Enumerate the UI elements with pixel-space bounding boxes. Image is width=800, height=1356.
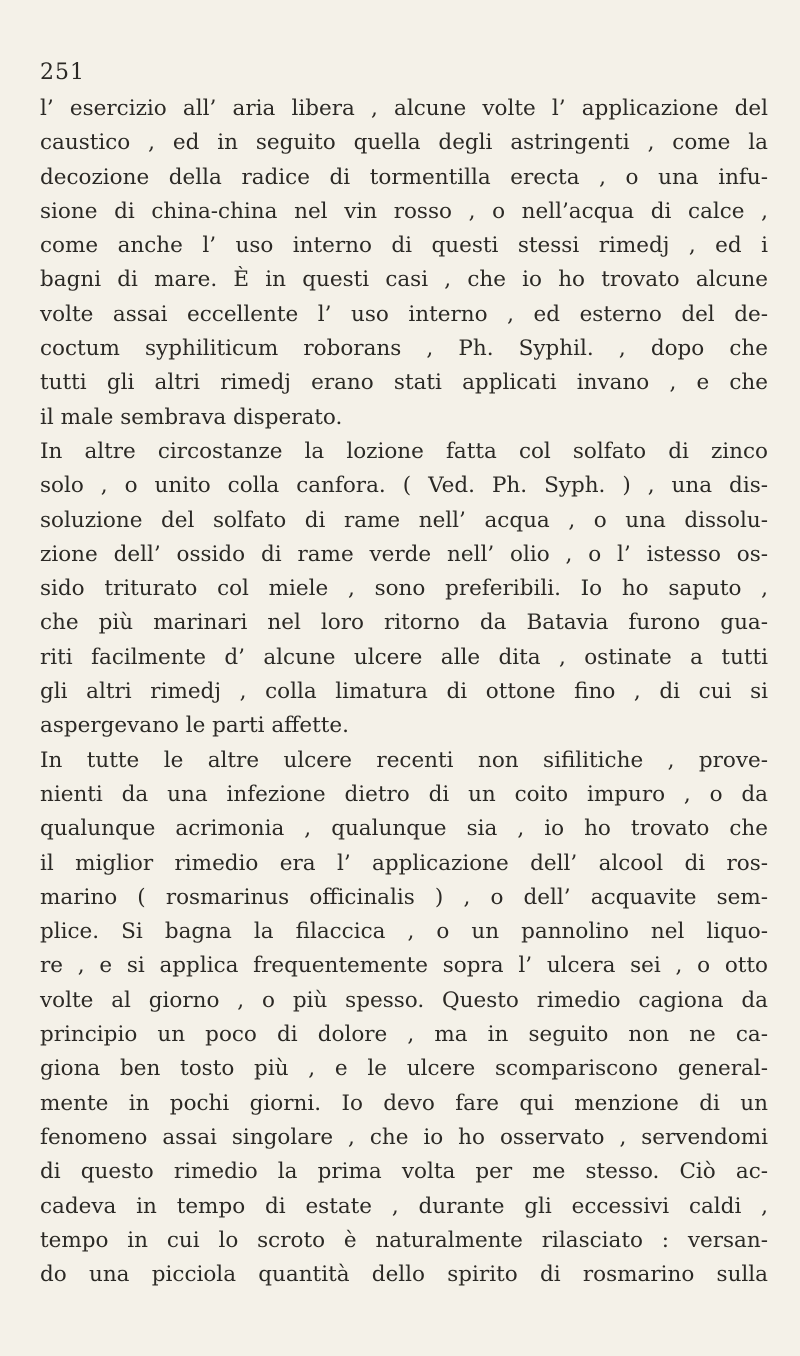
text-line: do una picciola quantità dello spirito di rosmarino sulla [40, 1262, 768, 1288]
text-line: qualunque acrimonia , qualunque sia , io ho trovato che [40, 816, 768, 842]
text-line: mente in pochi giorni. Io devo fare qui menzione di un [40, 1090, 768, 1116]
text-line: l’ esercizio all’ aria libera , alcune volte l’ applicazione del [40, 96, 768, 121]
text-line: bagni di mare. È in questi casi , che io ho trovato alcune [40, 267, 768, 293]
text-line: plice. Si bagna la filaccica , o un pannolino nel liquo- [40, 919, 768, 945]
text-line: aspergevano le parti affette. [40, 713, 349, 739]
text-line: In tutte le altre ulcere recenti non sifilitiche , prove- [40, 747, 768, 773]
text-line: nienti da una infezione dietro di un coito impuro , o da [40, 781, 768, 807]
text-line: solo , o unito colla canfora. ( Ved. Ph. Syph. ) , una dis- [40, 473, 768, 499]
text-line: come anche l’ uso interno di questi stessi rimedj , ed i [40, 233, 768, 259]
body-text [40, 92, 768, 1292]
text-line: soluzione del solfato di rame nell’ acqua , o una dissolu- [40, 507, 768, 533]
text-line: tutti gli altri rimedj erano stati applicati invano , e che [40, 370, 768, 396]
text-line: sido triturato col miele , sono preferibili. Io ho saputo , [40, 576, 768, 602]
text-line: cadeva in tempo di estate , durante gli eccessivi caldi , [40, 1193, 768, 1219]
text-line: fenomeno assai singolare , che io ho osservato , servendomi [40, 1124, 768, 1150]
page-number: 251 [40, 60, 85, 85]
text-line: volte assai eccellente l’ uso interno , ed esterno del de- [40, 301, 768, 327]
text-line: caustico , ed in seguito quella degli astringenti , come la [40, 130, 768, 156]
text-line: tempo in cui lo scroto è naturalmente rilasciato : versan- [40, 1227, 768, 1253]
text-line: zione dell’ ossido di rame verde nell’ olio , o l’ istesso os- [40, 541, 768, 567]
text-line: gli altri rimedj , colla limatura di ottone fino , di cui si [40, 679, 768, 705]
text-line: re , e si applica frequentemente sopra l’ ulcera sei , o otto [40, 953, 768, 979]
text-line: marino ( rosmarinus officinalis ) , o dell’ acquavite sem- [40, 884, 768, 910]
text-line: che più marinari nel loro ritorno da Batavia furono gua- [40, 610, 768, 636]
text-line: volte al giorno , o più spesso. Questo rimedio cagiona da [40, 987, 768, 1013]
text-line: decozione della radice di tormentilla erecta , o una infu- [40, 164, 768, 190]
text-line: coctum syphiliticum roborans , Ph. Syphil. , dopo che [40, 336, 768, 362]
text-line: il miglior rimedio era l’ applicazione dell’ alcool di ros- [40, 850, 768, 876]
text-line: In altre circostanze la lozione fatta col solfato di zinco [40, 438, 768, 464]
text-line: principio un poco di dolore , ma in seguito non ne ca- [40, 1022, 768, 1048]
text-line: giona ben tosto più , e le ulcere scompariscono general- [40, 1056, 768, 1082]
text-line: sione di china-china nel vin rosso , o nell’acqua di calce , [40, 198, 768, 224]
text-line: il male sembrava disperato. [40, 404, 343, 430]
text-line: di questo rimedio la prima volta per me stesso. Ciò ac- [40, 1159, 768, 1185]
text-line: riti facilmente d’ alcune ulcere alle dita , ostinate a tutti [40, 644, 768, 670]
